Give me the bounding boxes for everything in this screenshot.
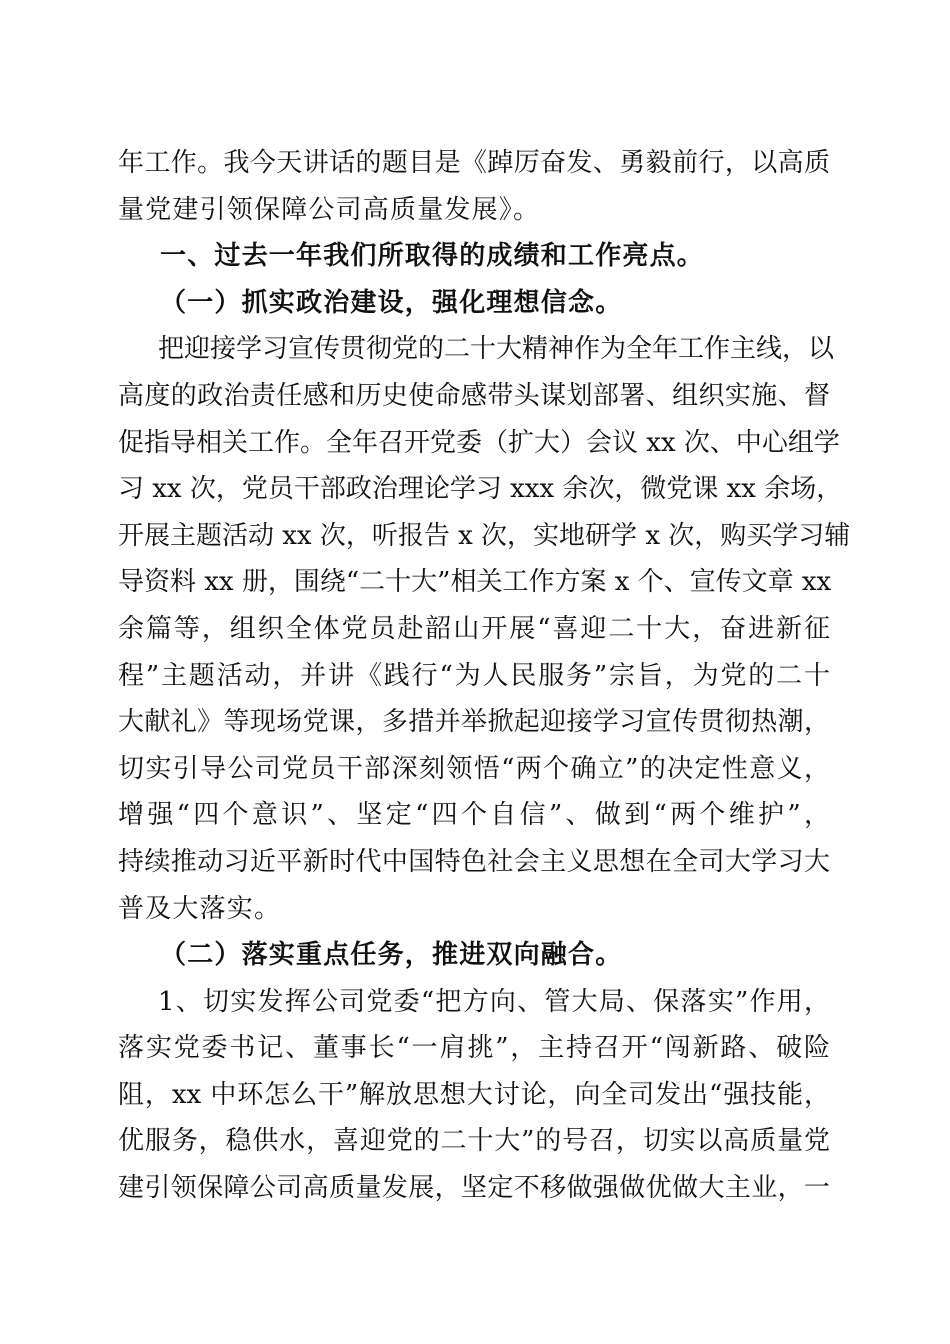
body-line: 优服务，稳供水，喜迎党的二十大”的号召，切实以高质量党	[118, 1126, 830, 1157]
body-line: 程”主题活动，并讲《践行“为人民服务”宗旨，为党的二十	[118, 660, 830, 691]
body-line: 建引领保障公司高质量发展，坚定不移做强做优做大主业，一	[118, 1173, 830, 1204]
subsection-heading: （二）落实重点任务，推进双向融合。	[160, 940, 623, 971]
body-line: 高度的政治责任感和历史使命感带头谋划部署、组织实施、督	[118, 380, 830, 411]
body-line: 大献礼》等现场党课，多措并举掀起迎接学习宣传贯彻热潮，	[118, 707, 830, 738]
paragraph-first-line: 把迎接学习宣传贯彻党的二十大精神作为全年工作主线，以	[158, 334, 835, 365]
body-line: 促指导相关工作。全年召开党委（扩大）会议 xx 次、中心组学	[118, 427, 840, 458]
body-line: 余篇等，组织全体党员赴韶山开展“喜迎二十大，奋进新征	[118, 613, 830, 644]
document-body	[118, 140, 851, 1212]
body-line: 开展主题活动 xx 次，听报告 x 次，实地研学 x 次，购买学习辅	[118, 520, 851, 551]
body-line: 落实党委书记、董事长“一肩挑”，主持召开“闯新路、破险	[118, 1033, 830, 1064]
body-line: 年工作。我今天讲话的题目是《踔厉奋发、勇毅前行，以高质	[118, 148, 830, 178]
body-line: 持续推动习近平新时代中国特色社会主义思想在全司大学习大	[118, 846, 830, 877]
section-heading: 一、过去一年我们所取得的成绩和工作亮点。	[160, 241, 705, 272]
body-line: 导资料 xx 册，围绕“二十大”相关工作方案 x 个、宣传文章 xx	[118, 567, 832, 598]
body-line: 增强“四个意识”、坚定“四个自信”、做到“两个维护”，	[118, 800, 830, 831]
paragraph-first-line: 1、切实发挥公司党委“把方向、管大局、保落实”作用，	[158, 986, 830, 1017]
body-line: 阻，xx 中环怎么干”解放思想大讨论，向全司发出“强技能，	[118, 1079, 830, 1110]
subsection-heading: （一）抓实政治建设，强化理想信念。	[160, 287, 623, 318]
body-line: 习 xx 次，党员干部政治理论学习 xxx 余次，微党课 xx 余场，	[118, 474, 843, 505]
body-line: 普及大落实。	[118, 893, 282, 924]
body-line: 切实引导公司党员干部深刻领悟“两个确立”的决定性意义，	[118, 753, 830, 784]
body-line: 量党建引领保障公司高质量发展》。	[118, 194, 541, 225]
